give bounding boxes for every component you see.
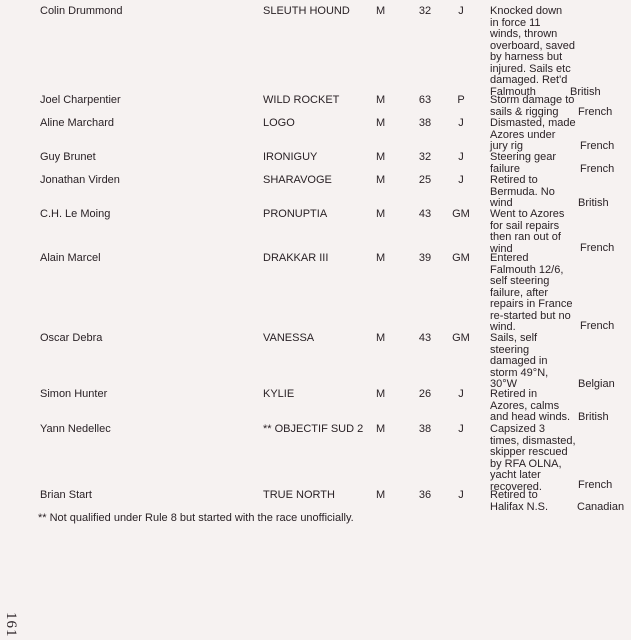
retirement-reason [490,209,582,255]
reason-line: winds, thrown [490,28,558,40]
reason-line: recovered. [490,480,542,493]
hull-code: J [458,423,464,435]
reason-line: Falmouth [490,85,536,98]
class-code: M [376,174,386,186]
nationality: French [578,479,613,491]
retirement-reason [490,118,582,153]
reason-line: and head winds. [490,411,571,423]
class-code: M [376,151,386,163]
retirement-reason [490,389,582,424]
length-value: 32 [418,151,432,163]
retirement-reason [490,490,582,513]
length-value: 32 [418,5,432,17]
reason-line: Retired to [490,174,538,186]
skipper-name: Alain Marcel [40,252,101,264]
reason-line: re-started but no [490,309,571,322]
reason-line: Capsized 3 [490,423,546,435]
nationality: French [580,140,615,152]
retirement-reason [490,152,582,175]
class-code: M [376,208,386,220]
class-code: M [376,489,386,501]
length-value: 38 [418,117,432,129]
length-value: 39 [418,252,432,264]
class-code: M [376,94,386,106]
nationality: French [578,106,613,118]
retirement-reason [490,6,582,98]
retirement-reason [490,333,582,391]
nationality: British [570,86,601,98]
yacht-name: VANESSA [263,332,315,344]
hull-code: J [458,5,464,17]
yacht-name: ** OBJECTIF SUD 2 [263,423,364,435]
reason-line: by RFA OLNA, [490,457,562,470]
retirement-reason [490,95,582,118]
nationality: British [578,197,609,209]
yacht-name: LOGO [263,117,295,129]
reason-line: Azores under [490,128,556,141]
hull-code: J [458,174,464,186]
reason-line: Retired to [490,489,538,501]
nationality: French [580,242,615,254]
hull-code: J [458,151,464,163]
length-value: 38 [418,423,432,435]
yacht-name: TRUE NORTH [263,489,335,501]
reason-line: jury rig [490,140,524,152]
hull-code: P [457,94,465,106]
reason-line: storm 49°N, [490,366,549,379]
reason-line: by harness but [490,51,563,63]
skipper-name: Brian Start [40,489,92,501]
skipper-name: Joel Charpentier [40,94,121,106]
hull-code: GM [452,252,470,264]
length-value: 26 [418,388,432,400]
reason-line: skipper rescued [490,446,568,458]
skipper-name: Yann Nedellec [40,423,111,435]
page-number: 161 [3,612,19,638]
yacht-name: KYLIE [263,388,295,400]
reason-line: for sail repairs [490,219,560,232]
reason-line: Retired in [490,388,538,400]
hull-code: J [458,489,464,501]
nationality: French [580,320,615,332]
nationality: British [578,411,609,423]
class-code: M [376,388,386,400]
hull-code: J [458,388,464,400]
reason-line: times, dismasted, [490,434,576,447]
yacht-name: SHARAVOGE [263,174,332,186]
length-value: 43 [418,208,432,220]
yacht-name: SLEUTH HOUND [263,5,350,17]
reason-line: Bermuda. No [490,185,555,198]
reason-line: wind [490,242,513,255]
yacht-name: IRONIGUY [263,151,318,163]
skipper-name: C.H. Le Moing [40,208,111,220]
skipper-name: Aline Marchard [40,117,114,129]
reason-line: overboard, saved [490,39,575,52]
length-value: 36 [418,489,432,501]
reason-line: wind. [490,321,516,333]
class-code: M [376,332,386,344]
skipper-name: Colin Drummond [40,5,123,17]
skipper-name: Oscar Debra [40,332,103,344]
skipper-name: Guy Brunet [40,151,96,163]
length-value: 25 [418,174,432,186]
nationality: Belgian [578,378,615,390]
skipper-name: Jonathan Virden [40,174,120,186]
reason-line: damaged in [490,355,548,367]
reason-line: Azores, calms [490,399,560,412]
reason-line: wind [490,197,513,209]
hull-code: GM [452,332,470,344]
class-code: M [376,423,386,435]
reason-line: injured. Sails etc [490,62,571,75]
retirement-reason [490,424,582,493]
reason-line: damaged. Ret'd [490,74,568,86]
retirement-reason [490,253,582,334]
length-value: 63 [418,94,432,106]
reason-line: 30°W [490,378,518,390]
reason-line: repairs in France [490,298,573,310]
reason-line: Sails, self [490,332,538,344]
reason-line: Went to Azores [490,208,565,220]
reason-line: Storm damage to [490,94,575,106]
reason-line: steering [490,343,530,356]
nationality: French [580,163,615,175]
reason-line: Dismasted, made [490,117,576,129]
skipper-name: Simon Hunter [40,388,108,400]
nationality: Canadian [577,501,625,513]
reason-line: Steering gear [490,151,557,163]
yacht-name: PRONUPTIA [263,208,328,220]
reason-line: yacht later [490,469,541,481]
hull-code: J [458,117,464,129]
reason-line: in force 11 [490,16,541,29]
footnote: ** Not qualified under Rule 8 but started with the race unofficially. [38,512,354,524]
reason-line: failure [490,162,520,175]
class-code: M [376,117,386,129]
length-value: 43 [418,332,432,344]
reason-line: then ran out of [490,231,561,243]
reason-line: Entered [490,252,529,264]
reason-line: Knocked down [490,5,563,17]
reason-line: self steering [490,275,550,287]
class-code: M [376,252,386,264]
yacht-name: WILD ROCKET [263,94,340,106]
reason-line: Halifax N.S. [490,500,549,513]
reason-line: Falmouth 12/6, [490,263,564,276]
reason-line: failure, after [490,286,549,299]
hull-code: GM [452,208,470,220]
yacht-name: DRAKKAR III [263,252,329,264]
class-code: M [376,5,386,17]
reason-line: sails & rigging [490,105,559,118]
retirement-reason [490,175,582,210]
